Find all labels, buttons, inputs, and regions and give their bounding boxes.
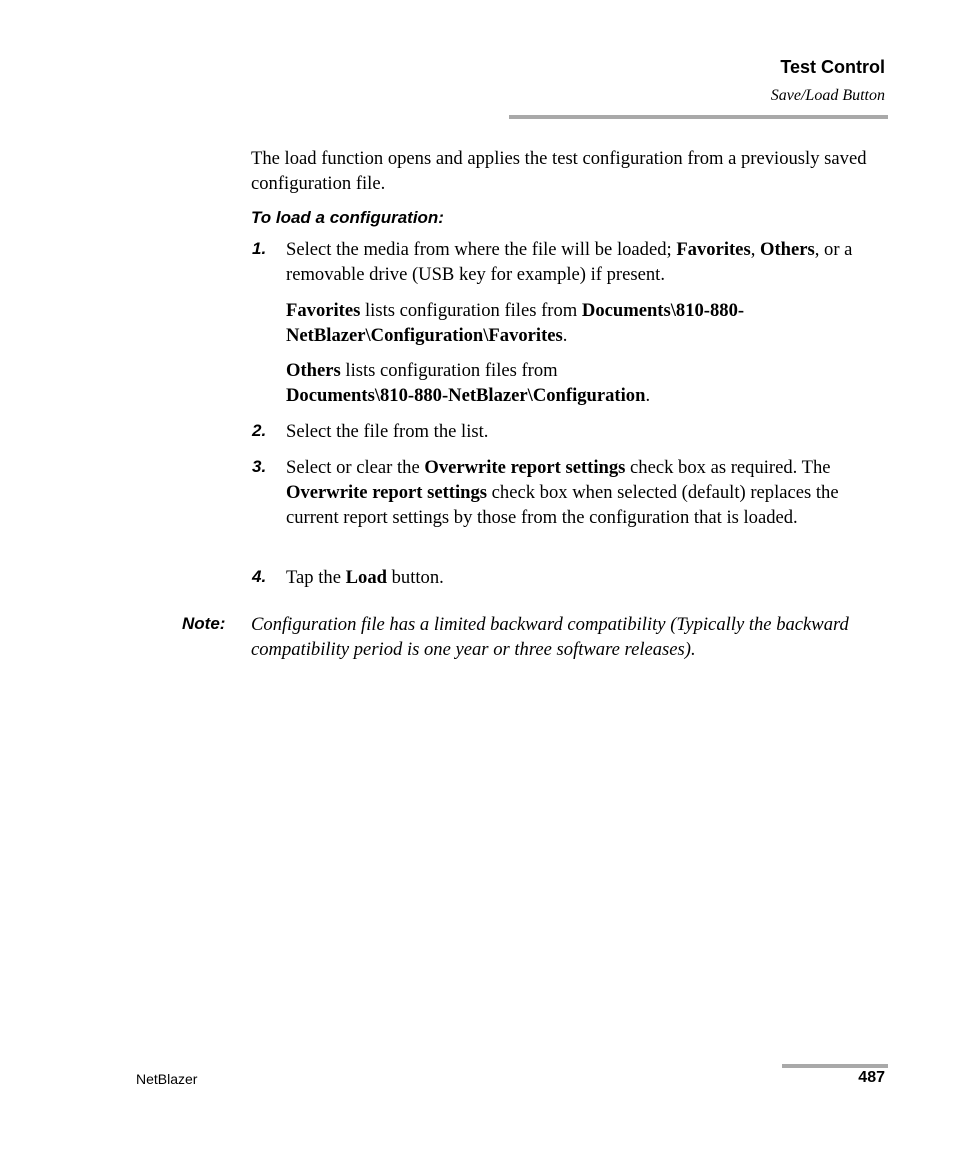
step-4-text: Tap the Load button. xyxy=(286,567,444,588)
note-label: Note: xyxy=(182,614,226,633)
step-3-text: Select or clear the Overwrite report settings check box as required. The Overwrite report settings check box when selected (default) replaces the current report settings by those from the configuration that is loaded. xyxy=(286,457,839,528)
others-description: Others lists configuration files from Documents\810-880-NetBlazer\Configuration. xyxy=(286,360,651,406)
note-text: Configuration file has a limited backward compatibility (Typically the backward compatibility period is one year or three software releases). xyxy=(251,614,849,660)
header-divider xyxy=(509,115,888,119)
intro-paragraph: The load function opens and applies the test configuration from a previously saved configuration file. xyxy=(251,148,867,194)
step-2-text: Select the file from the list. xyxy=(286,421,489,442)
procedure-heading: To load a configuration: xyxy=(251,208,444,227)
step-number: 4. xyxy=(252,567,267,586)
chapter-title: Test Control xyxy=(780,57,885,77)
page-number: 487 xyxy=(858,1069,885,1086)
section-subtitle: Save/Load Button xyxy=(770,87,885,104)
product-name: NetBlazer xyxy=(136,1071,198,1087)
step-number: 1. xyxy=(252,239,267,258)
step-number: 3. xyxy=(252,457,267,476)
footer-divider xyxy=(782,1064,888,1068)
favorites-description: Favorites lists configuration files from Documents\810-880-NetBlazer\Configuration\Favorites. xyxy=(286,300,745,346)
step-number: 2. xyxy=(252,421,267,440)
step-1-text: Select the media from where the file will be loaded; Favorites, Others, or a removable drive (USB key for example) if present. xyxy=(286,239,853,285)
